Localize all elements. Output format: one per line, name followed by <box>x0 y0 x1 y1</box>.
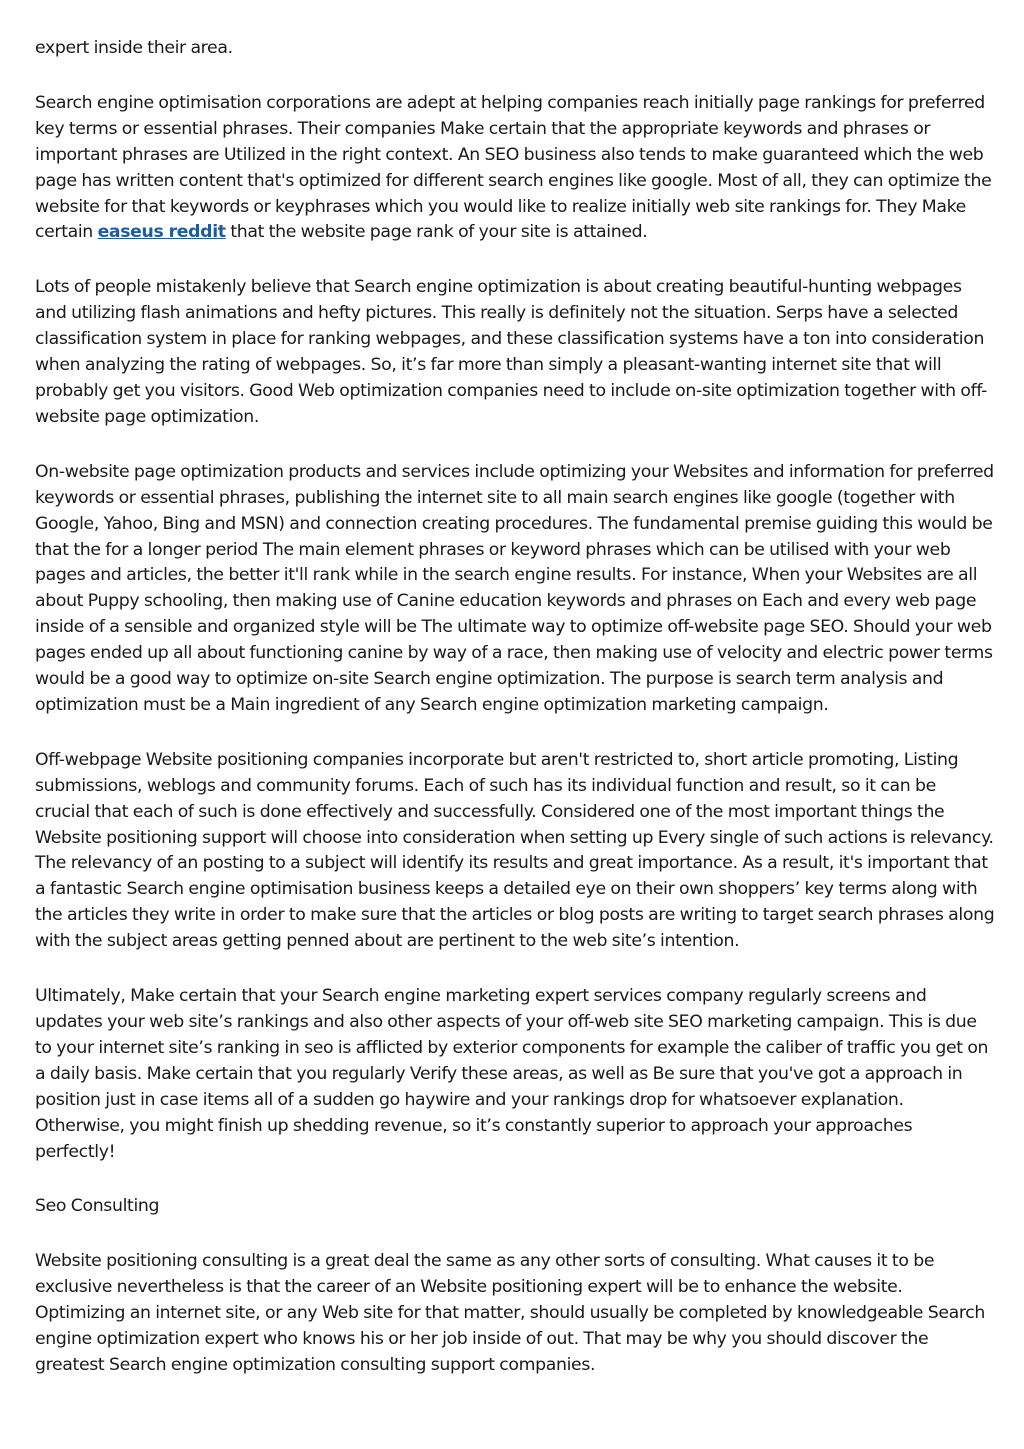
paragraph-text-after-link: that the website page rank of your site is attained. <box>225 222 648 243</box>
document-body <box>35 36 995 1408</box>
easeus-reddit-link[interactable]: easeus reddit <box>97 222 226 243</box>
paragraph-text-before-link: Search engine optimisation corporations are adept at helping companies reach initially page rankings for preferred key terms or essential phrases. Their companies Make certain that the appropriate keywords and phrases or important phrases are Utilized in the right context. An SEO business also tends to make guaranteed which the web page has written content that's optimized for different search engines like google. Most of all, they can optimize the website for that keywords or keyphrases which you would like to realize initially web site rankings for. They Make certain <box>35 92 992 243</box>
paragraph-monitoring-rankings: Ultimately, Make certain that your Search engine marketing expert services company regularly screens and updates your web site’s rankings and also other aspects of your off-web site SEO marketing campaign. This is due to your internet site’s ranking in seo is afflicted by exterior components for example the caliber of traffic you get on a daily basis. Make certain that you regularly Verify these areas, as well as Be sure that you've got a approach in position just in case items all of a sudden go haywire and your rankings drop for whatsoever explanation. Otherwise, you might finish up shedding revenue, so it’s constantly superior to approach your approaches perfectly! <box>35 986 989 1162</box>
paragraph-off-page-optimization: Off-webpage Website positioning companies incorporate but aren't restricted to, short article promoting, Listing submissions, weblogs and community forums. Each of such has its individual function and result, so it can be crucial that each of such is done effectively and successfully. Considered one of the most important things the Website positioning support will choose into consideration when setting up Every single of such actions is relevancy. The relevancy of an posting to a subject will identify its results and great importance. As a result, it's important that a fantastic Search engine optimisation business keeps a detailed eye on their own shoppers’ key terms along with the articles they write in order to make sure that the articles or blog posts are writing to target search phrases along with the subject areas getting penned about are pertinent to the web site’s intention. <box>35 749 995 952</box>
paragraph-intro-fragment: expert inside their area. <box>35 38 233 58</box>
section-heading-seo-consulting: Seo Consulting <box>35 1196 160 1217</box>
paragraph-seo-consulting: Website positioning consulting is a great deal the same as any other sorts of consulting. What causes it to be exclusive nevertheless is that the career of an Website positioning expert will be to enhance the website. Optimizing an internet site, or any Web site for that matter, should usually be completed by knowledgeable Search engine optimization expert who knows his or her job inside of out. That may be why you should discover the greatest Search engine optimization consulting support companies. <box>35 1251 985 1375</box>
paragraph-on-site-optimization: On-website page optimization products and services include optimizing your Websites and information for preferred keywords or essential phrases, publishing the internet site to all main search engines like google (together with Google, Yahoo, Bing and MSN) and connection creating procedures. The fundamental premise guiding this would be that the for a longer period The main element phrases or keyword phrases which can be utilised with your web pages and articles, the better it'll rank while in the search engine results. For instance, When your Websites are all about Puppy schooling, then making use of Canine education keywords and phrases on Each and every web page inside of a sensible and organized style will be The ultimate way to optimize off-website page SEO. Should your web pages ended up all about functioning canine by way of a race, then making use of velocity and electric power terms would be a good way to optimize on-site Search engine optimization. The purpose is search term analysis and optimization must be a Main ingredient of any Search engine optimization marketing campaign. <box>35 461 994 715</box>
paragraph-seo-corporations <box>35 91 995 246</box>
paragraph-misconceptions: Lots of people mistakenly believe that Search engine optimization is about creating beautiful-hunting webpages and utilizing flash animations and hefty pictures. This really is definitely not the situation. Serps have a selected classification system in place for ranking webpages, and these classification systems have a ton into consideration when analyzing the rating of webpages. So, it’s far more than simply a pleasant-wanting internet site that will probably get you visitors. Good Web optimization companies need to include on-site optimization together with off-website page optimization. <box>35 277 988 427</box>
